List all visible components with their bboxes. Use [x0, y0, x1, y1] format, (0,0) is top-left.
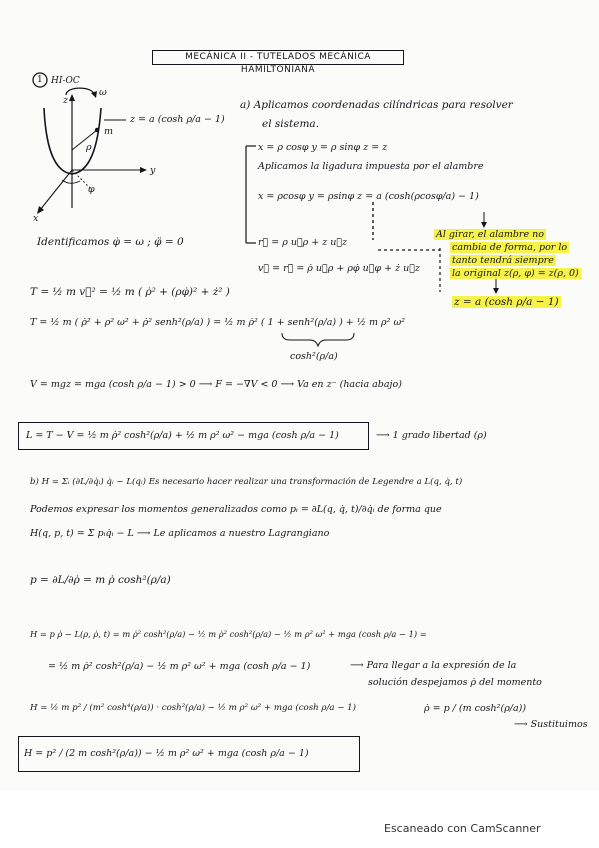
final-hamiltonian: H = p² / (2 m cosh²(ρ/a)) − ½ m ρ² ω² + mga (cosh ρ/a − 1) [24, 748, 309, 759]
identify-note: Identificamos φ̇ = ω ; φ̈ = 0 [37, 236, 184, 248]
curve-equation: z = a (cosh ρ/a − 1) [130, 114, 225, 125]
cosh-note: cosh²(ρ/a) [290, 351, 338, 362]
note-line-2: cambia de forma, por lo [452, 242, 568, 253]
figure-x-label: x [33, 213, 39, 224]
figure-omega-label: ω [99, 87, 107, 98]
part-b-line-3: H(q, p, t) = Σ pᵢq̇ᵢ − L ⟶ Le aplicamos a nuestro Lagrangiano [30, 528, 330, 539]
velocity-vector: v⃗ = r⃗̇ = ρ̇ u⃗ρ + ρφ̇ u⃗φ + ż u⃗z [258, 263, 420, 274]
rotation-arrow-icon [66, 88, 94, 95]
rotation-arrowhead [91, 91, 97, 98]
figure-y-label: y [150, 165, 156, 176]
figure-z-label: z [63, 95, 69, 106]
substituted-coords: x = ρcosφ y = ρsinφ z = a (cosh(ρcosφ/a) − 1) [258, 191, 479, 202]
hamiltonian-line-2: = ½ m ρ̇² cosh²(ρ/a) − ½ m ρ² ω² + mga (cosh ρ/a − 1) [48, 661, 311, 672]
camscanner-watermark: Escaneado con CamScanner [384, 822, 541, 835]
mass-point [95, 128, 99, 132]
mass-position-line [72, 130, 97, 150]
problem-number: 1 [37, 75, 43, 85]
rho-dot-note: ⟶ Sustituimos [514, 719, 588, 730]
kinetic-energy-1: T = ½ m v⃗² = ½ m ( ρ̇² + (ρφ̇)² + ż² ) [30, 286, 230, 298]
hamiltonian-note-2: solución despejamos ρ̇ del momento [368, 677, 542, 688]
note-result: z = a (cosh ρ/a − 1) [454, 296, 559, 308]
part-b-line-1: b) H = Σᵢ (∂L/∂q̇ᵢ) q̇ᵢ − L(qᵢ) Es necesario hacer realizar una transformación de Legendre a L(q, q̇, t) [30, 477, 463, 487]
cylindrical-coords: x = ρ cosφ y = ρ sinφ z = z [258, 142, 388, 153]
part-b-line-2: Podemos expresar los momentos generalizados como pᵢ = ∂L(q, q̇, t)/∂q̇ᵢ de forma que [30, 504, 442, 515]
x-axis-line [40, 170, 72, 210]
cosh-underbrace [282, 333, 354, 346]
problem-code: HI-OC [51, 76, 80, 86]
potential-energy: V = mgz = mga (cosh ρ/a − 1) > 0 ⟶ F = −∇V < 0 ⟶ Va en z⁻ (hacia abajo) [30, 379, 402, 390]
kinetic-energy-2: T = ½ m ( ρ̇² + ρ² ω² + ρ̇² senh²(ρ/a) ) = ½ m ρ̇² ( 1 + senh²(ρ/a) ) + ½ m ρ² ω² [30, 317, 406, 328]
position-vector: r⃗ = ρ u⃗ρ + z u⃗z [258, 237, 348, 248]
page-title: MECÁNICA II - TUTELADOS MECÁNICA HAMILTONIANA [152, 50, 404, 65]
figure-rho-label: ρ [86, 142, 92, 153]
lagrangian-note: ⟶ 1 grado libertad (ρ) [376, 430, 487, 441]
hamiltonian-line-3: H = ½ m p² / (m² cosh⁴(ρ/a)) · cosh²(ρ/a) − ½ m ρ² ω² + mga (cosh ρ/a − 1) [30, 703, 356, 713]
hamiltonian-line-1: H = p ρ̇ − L(ρ, ρ̇, t) = m ρ̇² cosh²(ρ/a) − ½ m ρ̇² cosh²(ρ/a) − ½ m ρ² ω² + mga (cosh ρ/a − 1) = [30, 629, 427, 639]
momentum-equation: p = ∂L/∂ρ̇ = m ρ̇ cosh²(ρ/a) [30, 574, 171, 586]
z-axis-arrow [69, 94, 75, 101]
note-line-3: tanto tendrá siempre [452, 255, 554, 266]
note-line-4: la original z(ρ, φ) = z(ρ, 0) [452, 268, 579, 279]
figure-m-label: m [104, 126, 114, 137]
hamiltonian-note-1: ⟶ Para llegar a la expresión de la [350, 660, 517, 671]
phi-angle-arc [62, 180, 80, 183]
note-line-1: Al girar, el alambre no [436, 229, 544, 240]
part-a-intro-1: a) Aplicamos coordenadas cilíndricas para resolver [240, 99, 513, 111]
figure-phi-label: φ [88, 184, 95, 195]
lagrangian-equation: L = T − V = ½ m ρ̇² cosh²(ρ/a) + ½ m ρ² ω² − mga (cosh ρ/a − 1) [26, 430, 339, 441]
constraint-line: Aplicamos la ligadura impuesta por el alambre [258, 161, 484, 172]
part-a-intro-2: el sistema. [262, 118, 320, 130]
rho-dot-equation: ρ̇ = p / (m cosh²(ρ/a)) [424, 703, 527, 714]
